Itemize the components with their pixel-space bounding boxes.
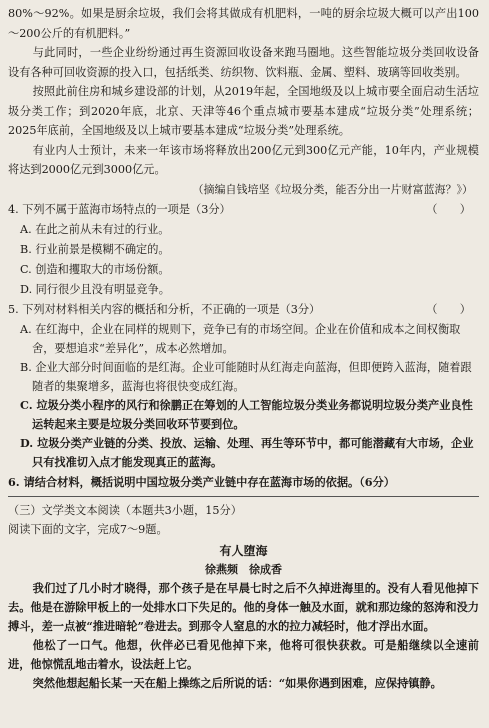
question-5-answer-bracket: （ ） [426,302,471,316]
question-4 [8,200,479,220]
question-5-option-c: C. 垃圾分类小程序的风行和徐鹏正在筹划的人工智能垃圾分类业务都说明垃圾分类产业良性运转起来主要是垃圾分类回收环节要到位。 [20,397,473,431]
story-authors: 徐燕频 徐成香 [205,562,282,576]
question-5 [8,300,479,320]
passage-paragraph-3: 按照此前住房和城乡建设部的计划，从2019年起，全国地级及以上城市要全面启动生活垃圾分类工作；到2020年底，北京、天津等46个重点城市要基本建成“垃圾分类”处理系统；2025年底前，全国地级及以上城市要基本建成“垃圾分类”处理系统。 [8,85,479,137]
story-paragraph-3: 突然他想起船长某一天在船上操练之后所说的话：“如果你遇到困难，应保持镇静。 [32,675,442,690]
story-paragraph-1: 我们过了几小时才晓得，那个孩子是在早晨七时之后不久掉进海里的。没有人看见他掉下去。他是在游除甲板上的一处排水口下失足的。他的身体一触及水面，就和那边缘的怒涛和没力搏斗，差一点被“推进暗轮”卷进去。到那令人窒息的水的拉力减轻时，他才浮出水面。 [8,580,479,633]
section-divider [8,496,479,497]
story-title: 有人堕海 [219,543,268,558]
question-5-option-a: A. 在红海中，企业在同样的规则下，竞争已有的市场空间。企业在价值和成本之间权衡取舍，要想追求“差异化”，成本必然增加。 [20,322,461,355]
question-5-option-b: B. 企业大部分时间面临的是红海。企业可能随时从红海走向蓝海，但即便跨入蓝海，随着跟随者的集聚增多，蓝海也将很快变成红海。 [20,360,472,393]
story-paragraph-2: 他松了一口气。他想，伙伴必已看见他掉下来，他将可很快获救。可是船继续以全速前进，他惊慌乱地击着水，设法赶上它。 [8,637,479,671]
question-4-option-a: A. 在此之前从未有过的行业。 [20,222,170,236]
question-4-option-d: D. 同行很少且没有明显竞争。 [20,282,170,296]
question-4-option-b: B. 行业前景是模糊不确定的。 [20,242,170,256]
question-4-option-c: C. 创造和攫取大的市场份额。 [20,262,170,276]
question-5-stem: 5. 下列对材料相关内容的概括和分析，不正确的一项是（3分） [8,302,321,316]
passage-paragraph-2: 与此同时，一些企业纷纷通过再生资源回收设备来跑马圈地。这些智能垃圾分类回收设备设有各种可回收资源的投入口，包括纸类、纺织物、饮料瓶、金属、塑料、玻璃等回收类别。 [8,46,479,79]
question-4-answer-bracket: （ ） [426,202,471,216]
section-3-instruction: 阅读下面的文字，完成7～9题。 [8,522,168,536]
passage-paragraph-4: 有业内人士预计，未来一年该市场将释放出200亿元到300亿元产能，10年内，产业规模将达到2000亿元到3000亿元。 [8,143,479,176]
question-4-stem: 4. 下列不属于蓝海市场特点的一项是（3分） [8,202,231,216]
section-3-heading: （三）文学类文本阅读（本题共3小题，15分） [8,503,242,517]
passage-source: （摘编自钱培坚《垃圾分类，能否分出一片财富蓝海？》） [192,182,473,196]
passage-paragraph-1: 80%～92%。如果是厨余垃圾，我们会将其做成有机肥料，一吨的厨余垃圾大概可以产出100～200公斤的有机肥料。” [8,7,479,40]
question-5-option-d: D. 垃圾分类产业链的分类、投放、运输、处理、再生等环节中，都可能潜藏有大市场，企业只有找准切入点才能发现真正的蓝海。 [20,435,474,469]
question-6: 6. 请结合材料，概括说明中国垃圾分类产业链中存在蓝海市场的依据。（6分） [8,474,395,489]
